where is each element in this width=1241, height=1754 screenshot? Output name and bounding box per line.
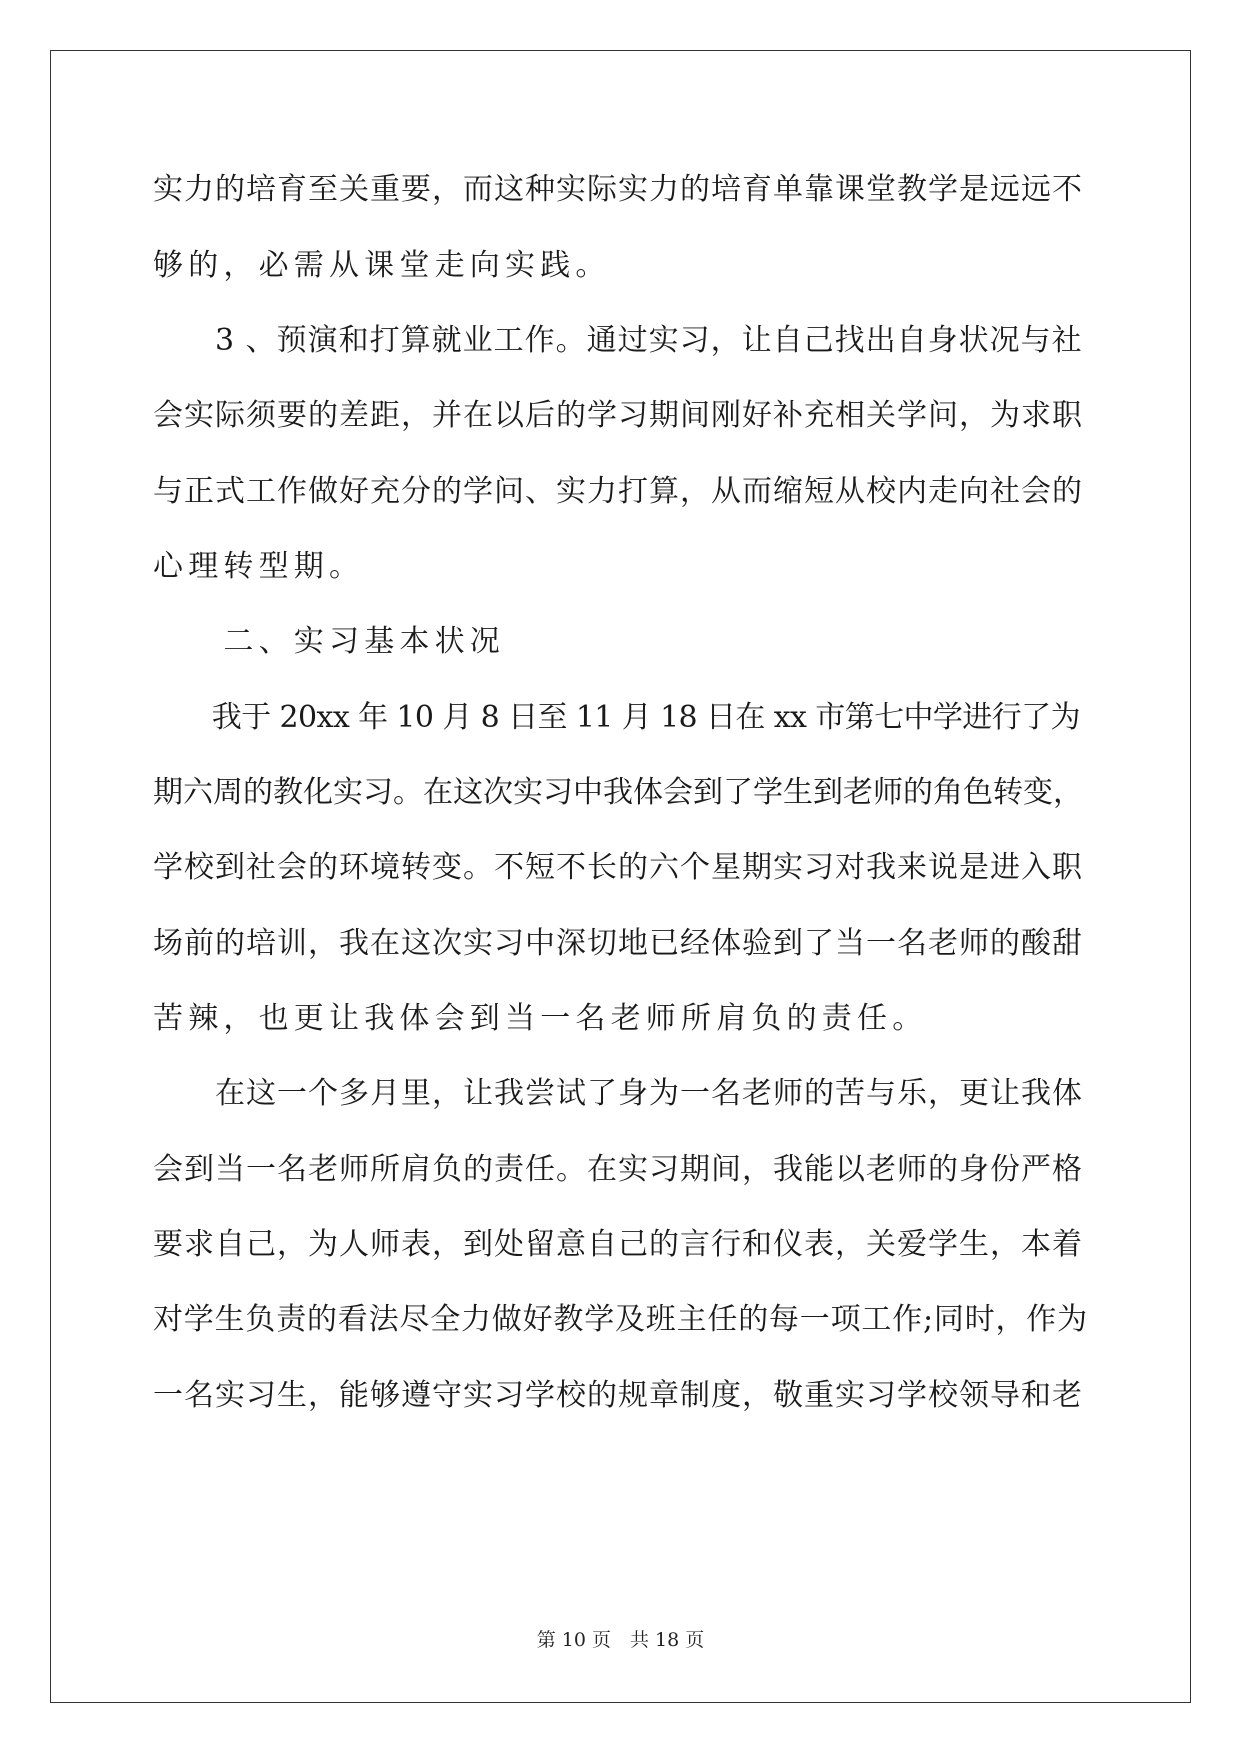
text-line: 苦辣，也更让我体会到当一名老师所肩负的责任。 xyxy=(153,1001,928,1036)
section-heading: 二、实习基本状况 xyxy=(153,624,505,659)
text-line: 期六周的教化实习。在这次实习中我体会到了学生到老师的角色转变， xyxy=(153,775,1083,810)
text-line: 实力的培育至关重要，而这种实际实力的培育单靠课堂教学是远远不 xyxy=(153,172,1083,207)
text-line: 对学生负责的看法尽全力做好教学及班主任的每一项工作;同时，作为 xyxy=(153,1302,1088,1337)
page-footer: 第 10 页 共 18 页 xyxy=(536,1629,705,1651)
text-line: 3 、预演和打算就业工作。通过实习，让自己找出自身状况与社 xyxy=(153,323,1083,358)
text-line: 够的，必需从课堂走向实践。 xyxy=(153,248,611,283)
text-line: 场前的培训，我在这次实习中深切地已经体验到了当一名老师的酸甜 xyxy=(153,926,1083,961)
text-line: 与正式工作做好充分的学问、实力打算，从而缩短从校内走向社会的 xyxy=(153,474,1083,509)
text-line: 在这一个多月里，让我尝试了身为一名老师的苦与乐，更让我体 xyxy=(153,1076,1083,1111)
text-line: 一名实习生，能够遵守实习学校的规章制度，敬重实习学校领导和老 xyxy=(153,1378,1083,1413)
text-line: 要求自己，为人师表，到处留意自己的言行和仪表，关爱学生，本着 xyxy=(153,1227,1083,1262)
text-line: 会实际须要的差距，并在以后的学习期间刚好补充相关学问，为求职 xyxy=(153,398,1083,433)
text-line: 学校到社会的环境转变。不短不长的六个星期实习对我来说是进入职 xyxy=(153,850,1083,885)
text-line: 会到当一名老师所肩负的责任。在实习期间，我能以老师的身份严格 xyxy=(153,1152,1083,1187)
text-line: 心理转型期。 xyxy=(153,549,365,584)
text-line: 我于 20xx 年 10 月 8 日至 11 月 18 日在 xx 市第七中学进行了为 xyxy=(153,700,1080,735)
